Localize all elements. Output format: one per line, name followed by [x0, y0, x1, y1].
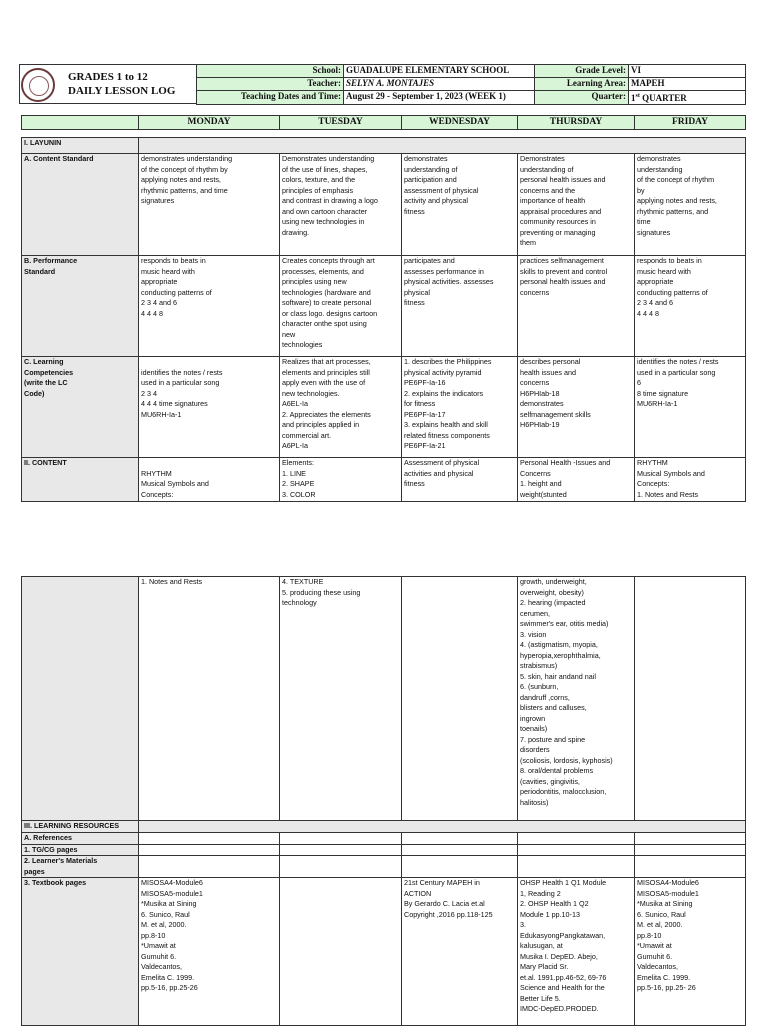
- day-header-tuesday: TUESDAY: [280, 116, 402, 130]
- dates-label: Teaching Dates and Time:: [197, 91, 344, 105]
- textbook-friday: MISOSA4-Module6 MISOSA5-module1 *Musika at Sining 6. Sunico, Raul M. et al, 2000. pp.8-10 *Umawit at Gumuhit 6. Valdecantos, Emelita C. 1999. pp.5-16, pp.25- 26: [635, 878, 746, 1026]
- competencies-label: C. Learning Competencies (write the LC Code): [22, 357, 139, 458]
- layunin-band: [139, 138, 746, 154]
- learning-area-label: Learning Area:: [535, 78, 629, 91]
- deped-seal-icon: [21, 68, 55, 102]
- textbook-pages-row: [22, 878, 746, 1026]
- content-friday: RHYTHM Musical Symbols and Concepts: 1. Notes and Rests: [635, 458, 746, 502]
- performance-standard-monday: responds to beats in music heard with appropriate conducting patterns of 2 3 4 and 6 4 4 4 8: [139, 256, 280, 357]
- content-standard-label: A. Content Standard: [22, 154, 139, 256]
- lesson-log-table: [21, 115, 746, 502]
- teacher-value: SELYN A. MONTAJES: [344, 78, 535, 91]
- layunin-label: I. LAYUNIN: [22, 138, 139, 154]
- content-continued-monday: 1. Notes and Rests: [139, 577, 280, 821]
- textbook-tuesday: [280, 878, 402, 1026]
- content-standard-monday: demonstrates understanding of the concept of rhythm by applying notes and rests, rhythmic patterns, and time signatures: [139, 154, 280, 256]
- dates-value: August 29 - September 1, 2023 (WEEK 1): [344, 91, 535, 105]
- textbook-thursday: OHSP Health 1 Q1 Module 1, Reading 2 2. OHSP Health 1 Q2 Module 1 pp.10-13 3. EdukasyongPangkatawan, kalusugan, at Musika I. DepED. Abejo, Mary Placid Sr. et.al. 1991.pp.46-52, 69-76 Science and Health for the Better Life 5. IMDC-DepED.PRODED.: [518, 878, 635, 1026]
- day-header-wednesday: WEDNESDAY: [402, 116, 518, 130]
- learning-resources-band: [139, 821, 746, 833]
- quarter-number: 1: [631, 93, 636, 103]
- textbook-pages-label: 3. Textbook pages: [22, 878, 139, 1026]
- quarter-label: Quarter:: [535, 91, 629, 105]
- spacer-row: [22, 130, 746, 138]
- quarter-value: [629, 91, 746, 105]
- lm-pages-row: [22, 856, 746, 878]
- lm-pages-label: 2. Learner's Materials pages: [22, 856, 139, 878]
- performance-standard-tuesday: Creates concepts through art processes, elements, and principles using new technologies (hardware and software) to create personal or class logo. designs cartoon character onthe spot using new technologies: [280, 256, 402, 357]
- content-standard-wednesday: demonstrates understanding of participation and assessment of physical activity and physical fitness: [402, 154, 518, 256]
- content-standard-thursday: Demonstrates understanding of personal health issues and concerns and the importance of health appraisal procedures and community resources in preventing or managing them: [518, 154, 635, 256]
- competencies-tuesday: Realizes that art processes, elements and principles still apply even with the use of new technologies. A6EL-Ia 2. Appreciates the elements and principles applied in commercial art. A6PL-Ia: [280, 357, 402, 458]
- content-standard-row: [22, 154, 746, 256]
- content-continued-label: [22, 577, 139, 821]
- learning-area-value: MAPEH: [629, 78, 746, 91]
- document-title: [68, 70, 186, 98]
- content-tuesday: Elements: 1. LINE 2. SHAPE 3. COLOR: [280, 458, 402, 502]
- textbook-wednesday: 21st Century MAPEH in ACTION By Gerardo C. Lacia et.al Copyright ,2016 pp.118-125: [402, 878, 518, 1026]
- content-standard-friday: demonstrates understanding of the concept of rhythm by applying notes and rests, rhythmic patterns, and time signatures: [635, 154, 746, 256]
- quarter-suffix: st: [635, 93, 640, 99]
- performance-standard-row: [22, 256, 746, 357]
- performance-standard-thursday: practices selfmanagement skills to prevent and control personal health issues and concerns: [518, 256, 635, 357]
- content-continued-tuesday: 4. TEXTURE 5. producing these using technology: [280, 577, 402, 821]
- competencies-row: [22, 357, 746, 458]
- content-thursday: Personal Health -Issues and Concerns 1. height and weight(stunted: [518, 458, 635, 502]
- grade-label: Grade Level:: [535, 65, 629, 78]
- day-header-row: [22, 116, 746, 130]
- content-wednesday: Assessment of physical activities and physical fitness: [402, 458, 518, 502]
- school-value: GUADALUPE ELEMENTARY SCHOOL: [344, 65, 535, 78]
- content-row: [22, 458, 746, 502]
- content-continued-wednesday: [402, 577, 518, 821]
- references-label: A. References: [22, 833, 139, 845]
- layunin-row: [22, 138, 746, 154]
- references-row: [22, 833, 746, 845]
- performance-standard-wednesday: participates and assesses performance in physical activities. assesses physical fitness: [402, 256, 518, 357]
- title-line-1: GRADES 1 to 12: [68, 71, 148, 83]
- tg-pages-row: [22, 844, 746, 856]
- school-label: School:: [197, 65, 344, 78]
- textbook-monday: MISOSA4-Module6 MISOSA5-module1 *Musika at Sining 6. Sunico, Raul M. et al, 2000. pp.8-10 *Umawit at Gumuhit 6. Valdecantos, Emelita C. 1999. pp.5-16, pp.25-26: [139, 878, 280, 1026]
- day-header-monday: MONDAY: [139, 116, 280, 130]
- title-line-2: DAILY LESSON LOG: [68, 85, 176, 97]
- content-label: II. CONTENT: [22, 458, 139, 502]
- content-standard-tuesday: Demonstrates understanding of the use of lines, shapes, colors, texture, and the principles of emphasis and contrast in drawing a logo and own cartoon character using new technologies in drawing.: [280, 154, 402, 256]
- learning-resources-row: [22, 821, 746, 833]
- competencies-friday: identifies the notes / rests used in a particular song 6 8 time signature MU6RH-Ia-1: [635, 357, 746, 458]
- content-continued-row: [22, 577, 746, 821]
- day-header-blank: [22, 116, 139, 130]
- grade-value: VI: [629, 65, 746, 78]
- competencies-thursday: describes personal health issues and concerns H6PHIab-18 demonstrates selfmanagement skills H6PHIab-19: [518, 357, 635, 458]
- tg-pages-label: 1. TG/CG pages: [22, 844, 139, 856]
- day-header-thursday: THURSDAY: [518, 116, 635, 130]
- content-continued-thursday: growth, underweight, overweight, obesity) 2. hearing (impacted cerumen, swimmer's ear, otitis media) 3. vision 4. (astigmatism, myopia, hyperopia,xerophthalmia, strabismus) 5. skin, hair andand nail 6. (sunburn, dandruff ,corns, blisters and calluses, ingrown toenails) 7. posture and spine disorders (scoliosis, lordosis, kyphosis) 8. oral/dental problems (cavities, gingivitis, periodontitis, malocclusion, halitosis): [518, 577, 635, 821]
- lesson-log-table-continued: [21, 576, 746, 1026]
- competencies-monday: identifies the notes / rests used in a particular song 2 3 4 4 4 4 time signatures MU6RH-Ia-1: [139, 357, 280, 458]
- day-header-friday: FRIDAY: [635, 116, 746, 130]
- content-continued-friday: [635, 577, 746, 821]
- performance-standard-label: B. Performance Standard: [22, 256, 139, 357]
- header-info-table: [196, 64, 746, 105]
- quarter-word: QUARTER: [639, 93, 687, 103]
- content-monday: RHYTHM Musical Symbols and Concepts:: [139, 458, 280, 502]
- competencies-wednesday: 1. describes the Philippines physical activity pyramid PE6PF-Ia-16 2. explains the indicators for fitness PE6PF-Ia-17 3. explains health and skill related fitness components PE6PF-Ia-21: [402, 357, 518, 458]
- teacher-label: Teacher:: [197, 78, 344, 91]
- learning-resources-label: III. LEARNING RESOURCES: [22, 821, 139, 833]
- performance-standard-friday: responds to beats in music heard with appropriate conducting patterns of 2 3 4 and 6 4 4 4 8: [635, 256, 746, 357]
